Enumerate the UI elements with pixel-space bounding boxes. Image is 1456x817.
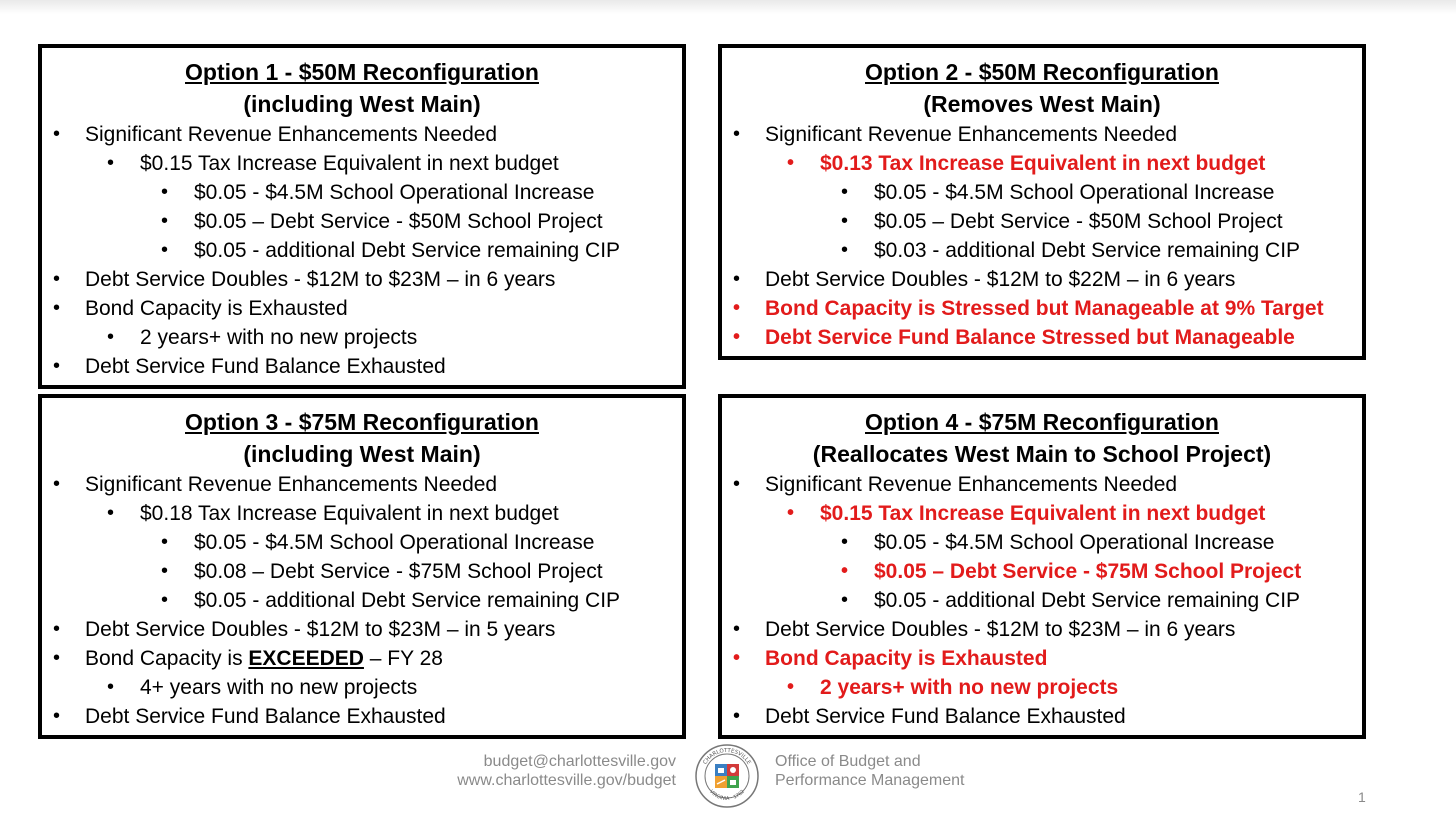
bullet-text: Debt Service Doubles - $12M to $23M – in 6 years [765, 618, 1236, 641]
option-2-heading [722, 56, 1362, 120]
bullet-item [722, 294, 1362, 323]
bullet-item [42, 352, 682, 381]
bullet-text: Debt Service Fund Balance Stressed but Manageable [765, 326, 1295, 349]
office-name-line-2: Performance Management [775, 772, 965, 789]
bullet-item [42, 615, 682, 644]
bullet-item [722, 673, 1362, 702]
bullet-text: $0.05 - $4.5M School Operational Increase [194, 531, 595, 554]
bullet-text: $0.05 - additional Debt Service remaining CIP [194, 589, 621, 612]
bullet-item [722, 207, 1362, 236]
option-2-card [718, 44, 1366, 360]
bullet-text-suffix: – FY 28 [363, 647, 443, 670]
bullet-item [42, 644, 682, 673]
bullet-item [722, 702, 1362, 731]
bullet-item [42, 702, 682, 731]
page-number: 1 [1358, 789, 1366, 805]
option-1-card [38, 44, 686, 389]
bullet-text: Bond Capacity is Stressed but Manageable at 9% Target [765, 297, 1324, 320]
bullet-text: $0.05 – Debt Service - $50M School Project [874, 210, 1283, 233]
footer-url-link[interactable]: www.charlottesville.gov/budget [457, 772, 676, 789]
bullet-text: 4+ years with no new projects [140, 676, 418, 699]
bullet-text: Debt Service Doubles - $12M to $23M – in 5 years [85, 618, 556, 641]
bullet-text: Significant Revenue Enhancements Needed [765, 123, 1178, 146]
footer-office [775, 752, 964, 790]
bullet-item [42, 528, 682, 557]
bullet-text: $0.03 - additional Debt Service remaining CIP [874, 239, 1301, 262]
bullet-text: Bond Capacity is [85, 647, 249, 670]
bullet-text: $0.05 - additional Debt Service remaining CIP [194, 239, 621, 262]
bullet-text: $0.18 Tax Increase Equivalent in next budget [140, 502, 559, 525]
bullet-item [42, 557, 682, 586]
bullet-text: 2 years+ with no new projects [820, 676, 1119, 699]
option-title: Option 3 - $75M Reconfiguration [185, 409, 539, 435]
bullet-text: Debt Service Fund Balance Exhausted [85, 355, 446, 378]
bullet-text: $0.05 - $4.5M School Operational Increase [194, 181, 595, 204]
bullet-text: $0.15 Tax Increase Equivalent in next budget [820, 502, 1266, 525]
bullet-text: $0.05 - $4.5M School Operational Increase [874, 181, 1275, 204]
bullet-item [722, 149, 1362, 178]
bullet-text: Bond Capacity is Exhausted [85, 297, 348, 320]
bullet-text: Debt Service Doubles - $12M to $23M – in 6 years [85, 268, 556, 291]
option-1-heading [42, 56, 682, 120]
bullet-item [722, 470, 1362, 499]
bullet-text: $0.15 Tax Increase Equivalent in next budget [140, 152, 559, 175]
bullet-text: $0.08 – Debt Service - $75M School Project [194, 560, 603, 583]
bullet-item [722, 586, 1362, 615]
city-seal-logo [695, 744, 759, 808]
bullet-item [42, 207, 682, 236]
option-title: Option 1 - $50M Reconfiguration [185, 59, 539, 85]
bullet-item [42, 178, 682, 207]
bullet-text: Debt Service Fund Balance Exhausted [85, 705, 446, 728]
bullet-item [722, 265, 1362, 294]
option-title: Option 4 - $75M Reconfiguration [865, 409, 1219, 435]
slide-top-shadow [0, 0, 1456, 14]
bullet-item [722, 178, 1362, 207]
bullet-item [42, 586, 682, 615]
footer-email-link[interactable]: budget@charlottesville.gov [483, 753, 676, 770]
bullet-item [722, 528, 1362, 557]
bullet-item [42, 673, 682, 702]
option-3-card [38, 394, 686, 739]
seal-top-text: CHARLOTTESVILLE [702, 747, 752, 766]
bullet-text: Debt Service Doubles - $12M to $22M – in 6 years [765, 268, 1236, 291]
bullet-item [42, 149, 682, 178]
option-4-bullets [722, 470, 1362, 731]
bullet-item [722, 236, 1362, 265]
bullet-item [42, 265, 682, 294]
bullet-text: $0.05 – Debt Service - $50M School Project [194, 210, 603, 233]
bullet-item [42, 294, 682, 323]
bullet-item [42, 499, 682, 528]
option-title: Option 2 - $50M Reconfiguration [865, 59, 1219, 85]
bullet-item [722, 615, 1362, 644]
bullet-text: Significant Revenue Enhancements Needed [765, 473, 1178, 496]
bullet-item [722, 499, 1362, 528]
footer-contact [457, 752, 676, 790]
option-4-heading [722, 406, 1362, 470]
bullet-item [722, 323, 1362, 352]
bullet-text: $0.13 Tax Increase Equivalent in next budget [820, 152, 1266, 175]
option-subtitle: (including West Main) [243, 91, 481, 117]
bullet-text: $0.05 - additional Debt Service remaining CIP [874, 589, 1301, 612]
bullet-text: $0.05 – Debt Service - $75M School Project [874, 560, 1302, 583]
bullet-text: $0.05 - $4.5M School Operational Increase [874, 531, 1275, 554]
option-3-bullets [42, 470, 682, 731]
option-1-bullets [42, 120, 682, 381]
bullet-item [42, 120, 682, 149]
bullet-text: Significant Revenue Enhancements Needed [85, 123, 498, 146]
bullet-text: 2 years+ with no new projects [140, 326, 418, 349]
option-3-heading [42, 406, 682, 470]
option-4-card [718, 394, 1366, 739]
option-subtitle: (Removes West Main) [923, 91, 1161, 117]
option-subtitle: (Reallocates West Main to School Project) [812, 441, 1272, 467]
bullet-item [722, 120, 1362, 149]
bullet-text: Debt Service Fund Balance Exhausted [765, 705, 1126, 728]
bullet-item [42, 236, 682, 265]
bullet-text: Significant Revenue Enhancements Needed [85, 473, 498, 496]
bullet-item [42, 470, 682, 499]
office-name-line-1: Office of Budget and [775, 753, 921, 770]
option-subtitle: (including West Main) [243, 441, 481, 467]
option-2-bullets [722, 120, 1362, 352]
bullet-text: Bond Capacity is Exhausted [765, 647, 1048, 670]
bullet-item [722, 644, 1362, 673]
bullet-item [722, 557, 1362, 586]
emphasis-text: EXCEEDED [248, 647, 364, 670]
seal-bottom-text: VIRGINIA · 1762 [708, 788, 746, 803]
bullet-item [42, 323, 682, 352]
